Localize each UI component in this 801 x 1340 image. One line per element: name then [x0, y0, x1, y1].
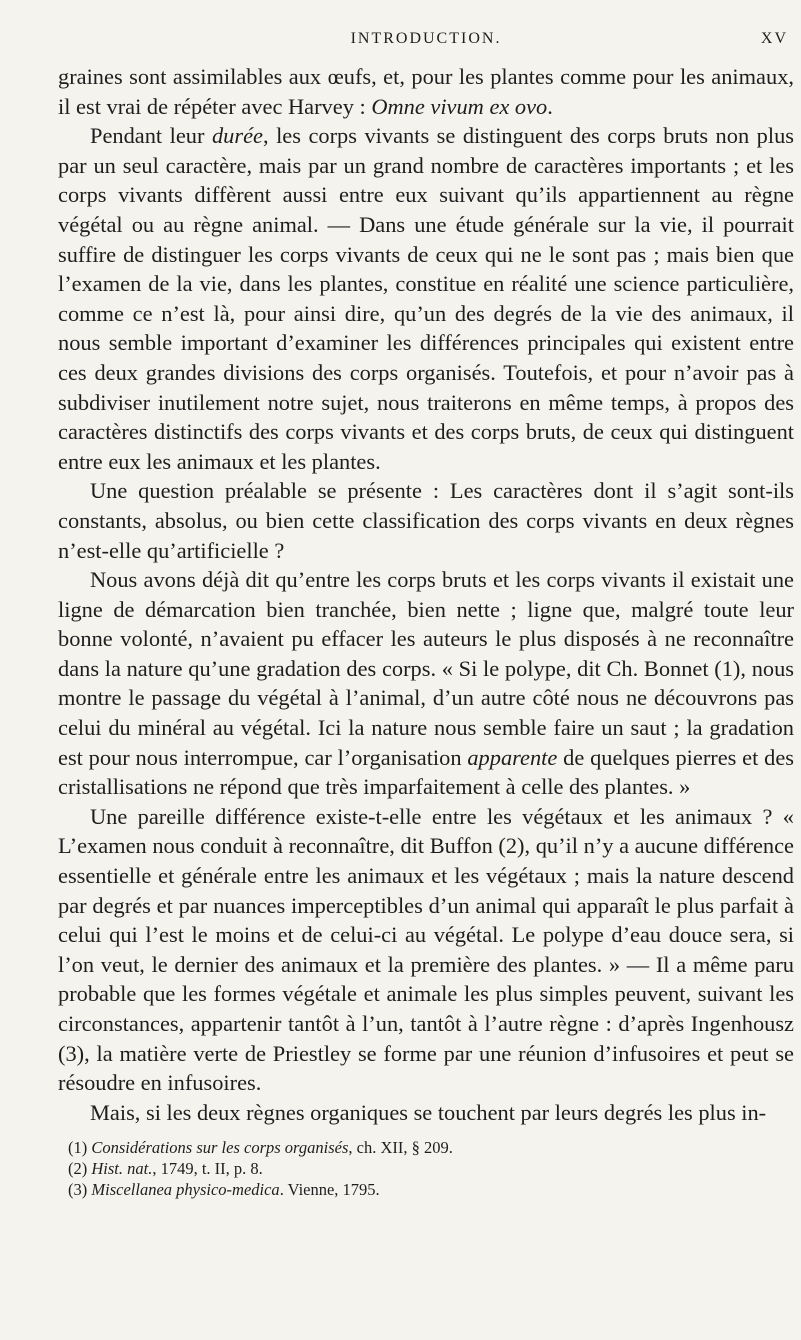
text-run: Pendant leur [90, 123, 212, 149]
footnotes [58, 1137, 794, 1200]
paragraph [58, 476, 794, 565]
footnote [58, 1158, 794, 1179]
text-run: Une question préalable se présente : Les caractères dont il s’agit sont-ils constants, absolus, ou bien cette classification des corps vivants en deux règnes n’est-elle qu’artificielle ? [58, 478, 794, 563]
body-text [58, 62, 794, 1127]
paragraph [58, 802, 794, 1098]
footnote-title: Considérations sur les corps organisés [91, 1138, 349, 1158]
text-run: de quelques pierres et des cristallisations ne répond que très imparfaitement à celle des plantes. » [58, 744, 794, 800]
text-run: , les corps vivants se distinguent des corps bruts non plus par un seul caractère, mais par un grand nombre de caractères importants ; et les corps vivants diffèrent aussi entre eux suivant qu’ils appartiennent au règne végétal ou au règne animal. — Dans une étude générale sur la vie, il pourrait suffire de distinguer les corps vivants de ceux qui ne le sont pas ; mais bien que l’examen de la vie, dans les plantes, constitue en réalité une science particulière, comme ce n’est là, pour ainsi dire, qu’un des degrés de la vie des animaux, il nous semble important d’examiner les différences principales qui existent entre ces deux grandes divisions des corps organisés. Toutefois, et pour n’avoir pas à subdiviser inutilement notre sujet, nous traiterons en même temps, à propos des caractères distinctifs des corps vivants et des corps bruts, de ceux qui distinguent entre eux les animaux et les plantes. [58, 123, 794, 474]
text-run: graines sont assimilables aux œufs, et, pour les plantes comme pour les animaux, il est vrai de répéter avec Harvey : [58, 64, 794, 119]
footnote-text: , ch. XII, § 209. [348, 1138, 453, 1158]
emphasis-text: apparente [467, 744, 558, 770]
text-run: Une pareille différence existe-t-elle entre les végétaux et les animaux ? « L’examen nous conduit à reconnaître, dit Buffon (2), qu’il n’y a aucune différence essentielle et générale entre les animaux et les végétaux ; mais la nature descend par degrés et par nuances imperceptibles d’un animal qui apparaît le plus parfait à celui qui l’est le moins et de celui-ci au végétal. Le polype d’eau douce sera, si l’on veut, le dernier des animaux et la première des plantes. » — Il a même paru probable que les formes végétale et animale les plus simples peuvent, suivant les circonstances, appartenir tantôt à l’un, tantôt à l’autre règne : d’après Ingenhousz (3), la matière verte de Priestley se forme par une réunion d’infusoires et peut se résoudre en infusoires. [58, 803, 794, 1096]
text-run: Nous avons déjà dit qu’entre les corps bruts et les corps vivants il existait une ligne de démarcation bien tranchée, bien nette ; ligne que, malgré toute leur bonne volonté, n’avaient pu effacer les auteurs le plus disposés à ne reconnaître dans la nature qu’une gradation des corps. « Si le polype, dit Ch. Bonnet (1), nous montre le passage du végétal à l’animal, d’un autre côté nous ne découvrons pas celui du minéral au végétal. Ici la nature nous semble faire un saut ; la gradation est pour nous interrompue, car l’organisation [58, 567, 794, 770]
running-header [58, 30, 794, 54]
footnote-marker: (2) [68, 1159, 92, 1179]
latin-quote: Omne vivum ex ovo [371, 93, 548, 119]
paragraph [58, 1098, 794, 1128]
footnote-marker: (1) [68, 1138, 92, 1158]
book-page [58, 30, 794, 1200]
paragraph [58, 565, 794, 802]
footnote-marker: (3) [68, 1180, 92, 1200]
footnote-text: , 1749, t. II, p. 8. [152, 1159, 263, 1179]
emphasis-text: durée [211, 123, 263, 149]
footnote-text: . Vienne, 1795. [279, 1180, 380, 1200]
footnote [58, 1137, 794, 1158]
footnote [58, 1179, 794, 1200]
footnote-title: Miscellanea physico-medica [91, 1180, 280, 1200]
text-run: Mais, si les deux règnes organiques se touchent par leurs degrés les plus in- [90, 1099, 767, 1125]
footnote-title: Hist. nat. [91, 1159, 153, 1179]
page-number: XV [760, 30, 788, 47]
paragraph [58, 62, 794, 121]
running-title: INTRODUCTION. [350, 30, 502, 47]
paragraph [58, 121, 794, 476]
text-run: . [547, 93, 553, 119]
